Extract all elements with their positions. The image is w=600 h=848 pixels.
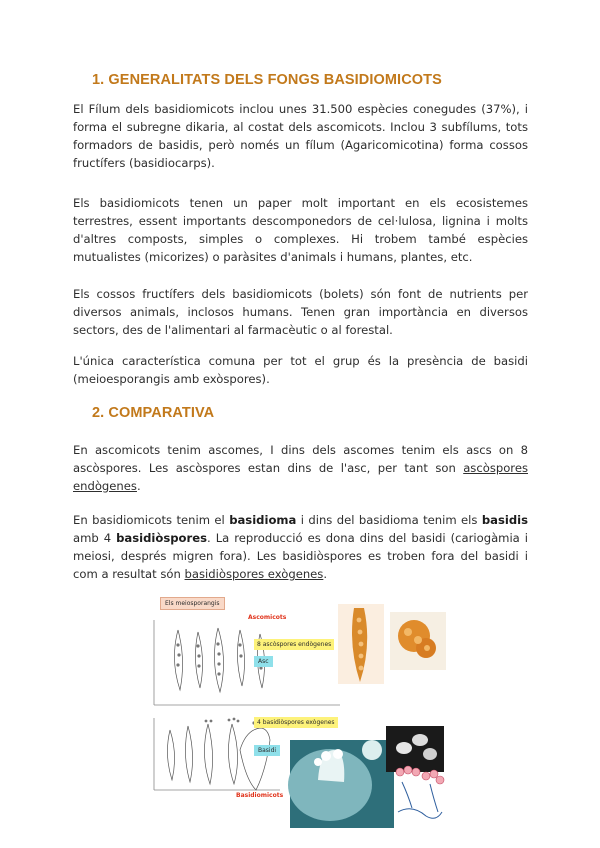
paragraph: L'única característica comuna per tot el grup és la presència de basidi (meioesporangis amb exòspores). [73, 354, 528, 386]
paragraph: Els basidiomicots tenen un paper molt important en els ecosistemes terrestres, essent importants descomponedors de cel·lulosa, lignina i molts d'altres composts, simples o complexes. Hi trobem també espècies mutualistes (micorizes) o paràsites d'animals i humans, plantes, etc. [73, 196, 528, 264]
paragraph: El Fílum dels basidiomicots inclou unes 31.500 espècies conegudes (37%), i forma el subregne dikaria, al costat dels ascomicots. Inclou 3 subfílums, tots formadors de basidis, però només un fílum (Agaricomicotina) forma cossos fructífers (basidiocarps). [73, 102, 528, 170]
paragraph: Els cossos fructífers dels basidiomicots (bolets) són font de nutrients per diversos animals, inclosos humans. Tenen gran importància en diversos sectors, des de l'alimentari al farmacèutic o al forestal. [73, 287, 528, 337]
underlined-term: ascòspores endògenes [73, 461, 528, 493]
paragraph: En basidiomicots tenim el basidioma i dins del basidioma tenim els basidis amb 4 basidiòspores. La reproducció es dona dins del basidi (cariogàmia i meiosi, després migren fora). Les basidiòspores es troben fora del basidi i com a resultat són basidiòspores exògenes. [73, 513, 529, 581]
basidiospores-box: 4 basidiòspores exògenes [254, 717, 338, 728]
comparison-figure [150, 590, 450, 830]
underlined-term: basidiòspores exògenes [184, 567, 324, 581]
figure-title-box: Els meiosporangis [160, 597, 225, 610]
asc-box: Asc [254, 656, 273, 667]
bold-term: basidis [481, 513, 529, 527]
section2-heading: 2. COMPARATIVA [92, 405, 215, 421]
basidi-box: Basidi [254, 745, 280, 756]
section1-heading: 1. GENERALITATS DELS FONGS BASIDIOMICOTS [92, 72, 442, 88]
ascomicots-label: Ascomicots [248, 614, 287, 621]
paragraph: En ascomicots tenim ascomes, I dins dels ascomes tenim els ascs on 8 ascòspores. Les ascòspores estan dins de l'asc, per tant son ascòspores endògenes. [73, 443, 528, 493]
figure-graphics [150, 590, 450, 830]
basidiomicots-label: Basidiomicots [236, 792, 284, 799]
bold-term: basidioma [229, 513, 297, 527]
ascospores-box: 8 ascòspores endògenes [254, 639, 334, 650]
bold-term: basidiòspores [116, 531, 208, 545]
